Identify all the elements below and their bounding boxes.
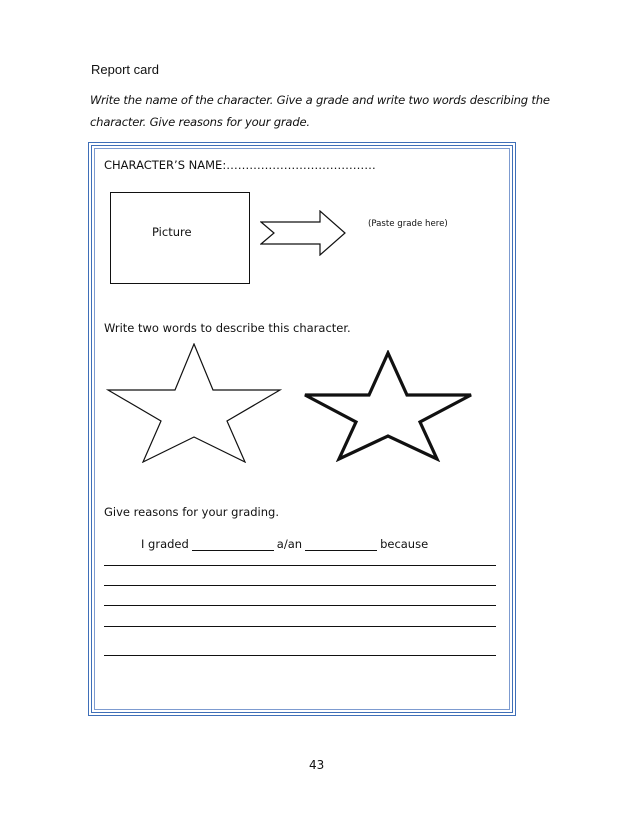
- picture-label: Picture: [152, 225, 192, 239]
- writing-line: [104, 626, 496, 627]
- graded-sentence: [141, 537, 428, 551]
- page-number: 43: [309, 758, 325, 772]
- character-name-field: CHARACTER’S NAME:…………………………………: [104, 158, 376, 172]
- writing-line: [104, 605, 496, 606]
- graded-middle: a/an: [276, 537, 303, 551]
- graded-suffix: because: [380, 537, 429, 551]
- descriptor-blank: [305, 537, 377, 551]
- report-card-heading: Report card: [91, 62, 159, 77]
- paste-grade-note: (Paste grade here): [368, 219, 448, 229]
- instructions-text: Write the name of the character. Give a grade and write two words describing the character. Give reasons for your grade.: [90, 93, 550, 129]
- writing-line: [104, 565, 496, 566]
- describe-character-label: Write two words to describe this character.: [104, 321, 351, 335]
- star-outline-bold: [302, 350, 474, 462]
- writing-line: [104, 655, 496, 656]
- grade-blank: [192, 537, 274, 551]
- graded-prefix: I graded: [141, 537, 189, 551]
- writing-line: [104, 585, 496, 586]
- reasons-label: Give reasons for your grading.: [104, 505, 279, 519]
- star-outline-thin: [106, 343, 282, 463]
- arrow-right-icon: [260, 210, 346, 256]
